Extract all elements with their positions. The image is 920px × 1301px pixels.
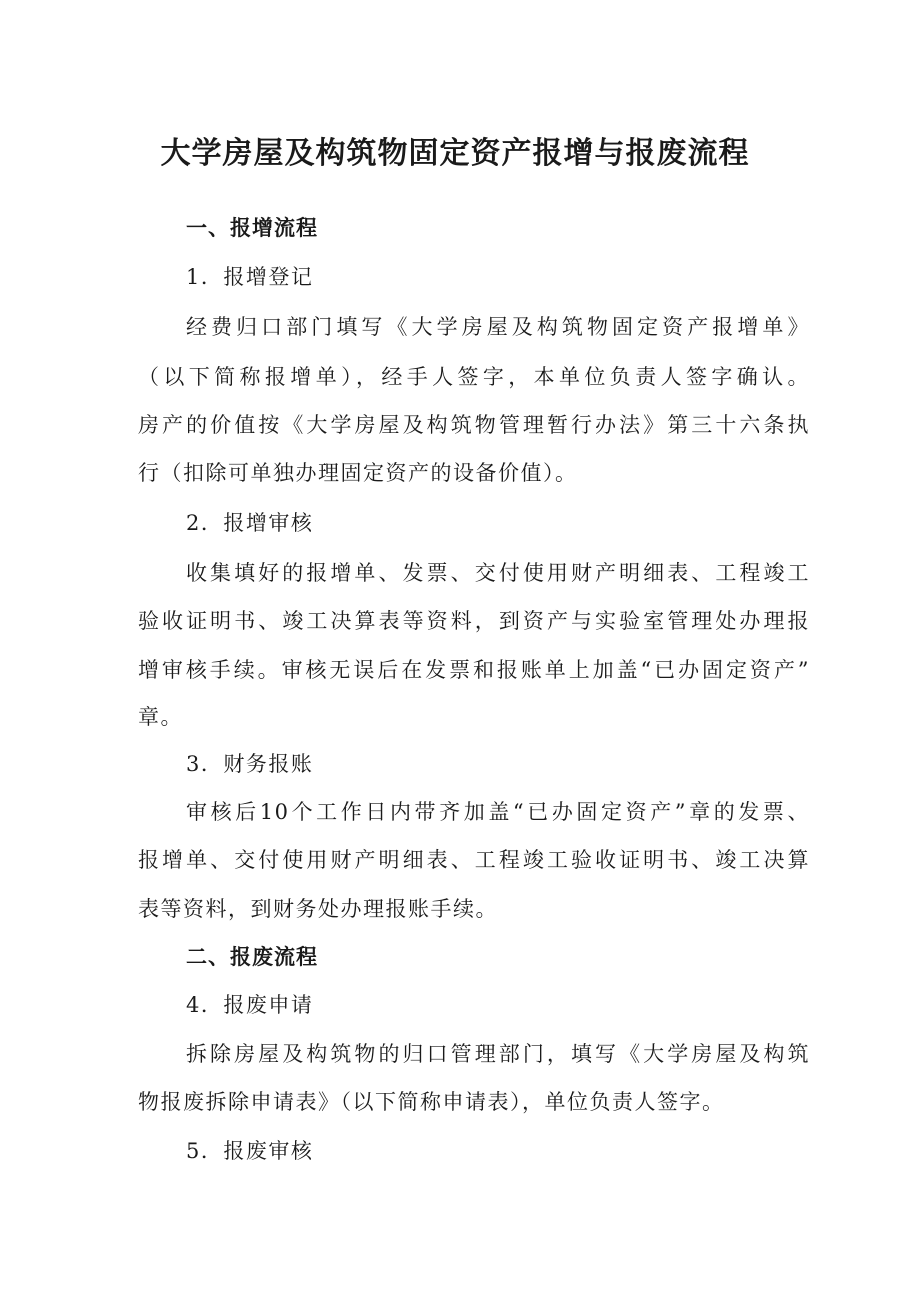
paragraph-line: （以下简称报增单），经手人签字，本单位负责人签字确认。 <box>138 365 810 389</box>
paragraph-line: 增审核手续。审核无误后在发票和报账单上加盖“已办固定资产” <box>138 658 810 682</box>
step-label-scrap-review: 5．报废审核 <box>186 1139 314 1163</box>
step-label-scrap-application: 4．报废申请 <box>186 993 314 1017</box>
paragraph-line: 报增单、交付使用财产明细表、工程竣工验收证明书、竣工决算 <box>138 848 810 872</box>
section-heading-increase: 一、报增流程 <box>186 216 318 240</box>
step-label-reimbursement: 3．财务报账 <box>186 752 314 776</box>
paragraph-line: 行（扣除可单独办理固定资产的设备价值）。 <box>138 461 578 485</box>
step-label-review: 2．报增审核 <box>186 511 314 535</box>
section-heading-scrap: 二、报废流程 <box>186 945 318 969</box>
paragraph-line: 经费归口部门填写《大学房屋及构筑物固定资产报增单》 <box>186 315 810 339</box>
paragraph-line: 章。 <box>138 705 183 729</box>
paragraph-line: 房产的价值按《大学房屋及构筑物管理暂行办法》第三十六条执 <box>138 413 810 437</box>
paragraph-line: 收集填好的报增单、发票、交付使用财产明细表、工程竣工 <box>186 561 810 585</box>
paragraph-line: 物报废拆除申请表》（以下简称申请表），单位负责人签字。 <box>138 1090 725 1114</box>
step-label-registration: 1．报增登记 <box>186 265 314 289</box>
paragraph-line: 拆除房屋及构筑物的归口管理部门，填写《大学房屋及构筑 <box>186 1042 810 1066</box>
paragraph-line: 审核后10个工作日内带齐加盖“已办固定资产”章的发票、 <box>186 800 810 824</box>
document-title: 大学房屋及构筑物固定资产报增与报废流程 <box>160 136 750 171</box>
paragraph-line: 验收证明书、竣工决算表等资料，到资产与实验室管理处办理报 <box>138 609 810 633</box>
paragraph-line: 表等资料，到财务处办理报账手续。 <box>138 897 498 921</box>
